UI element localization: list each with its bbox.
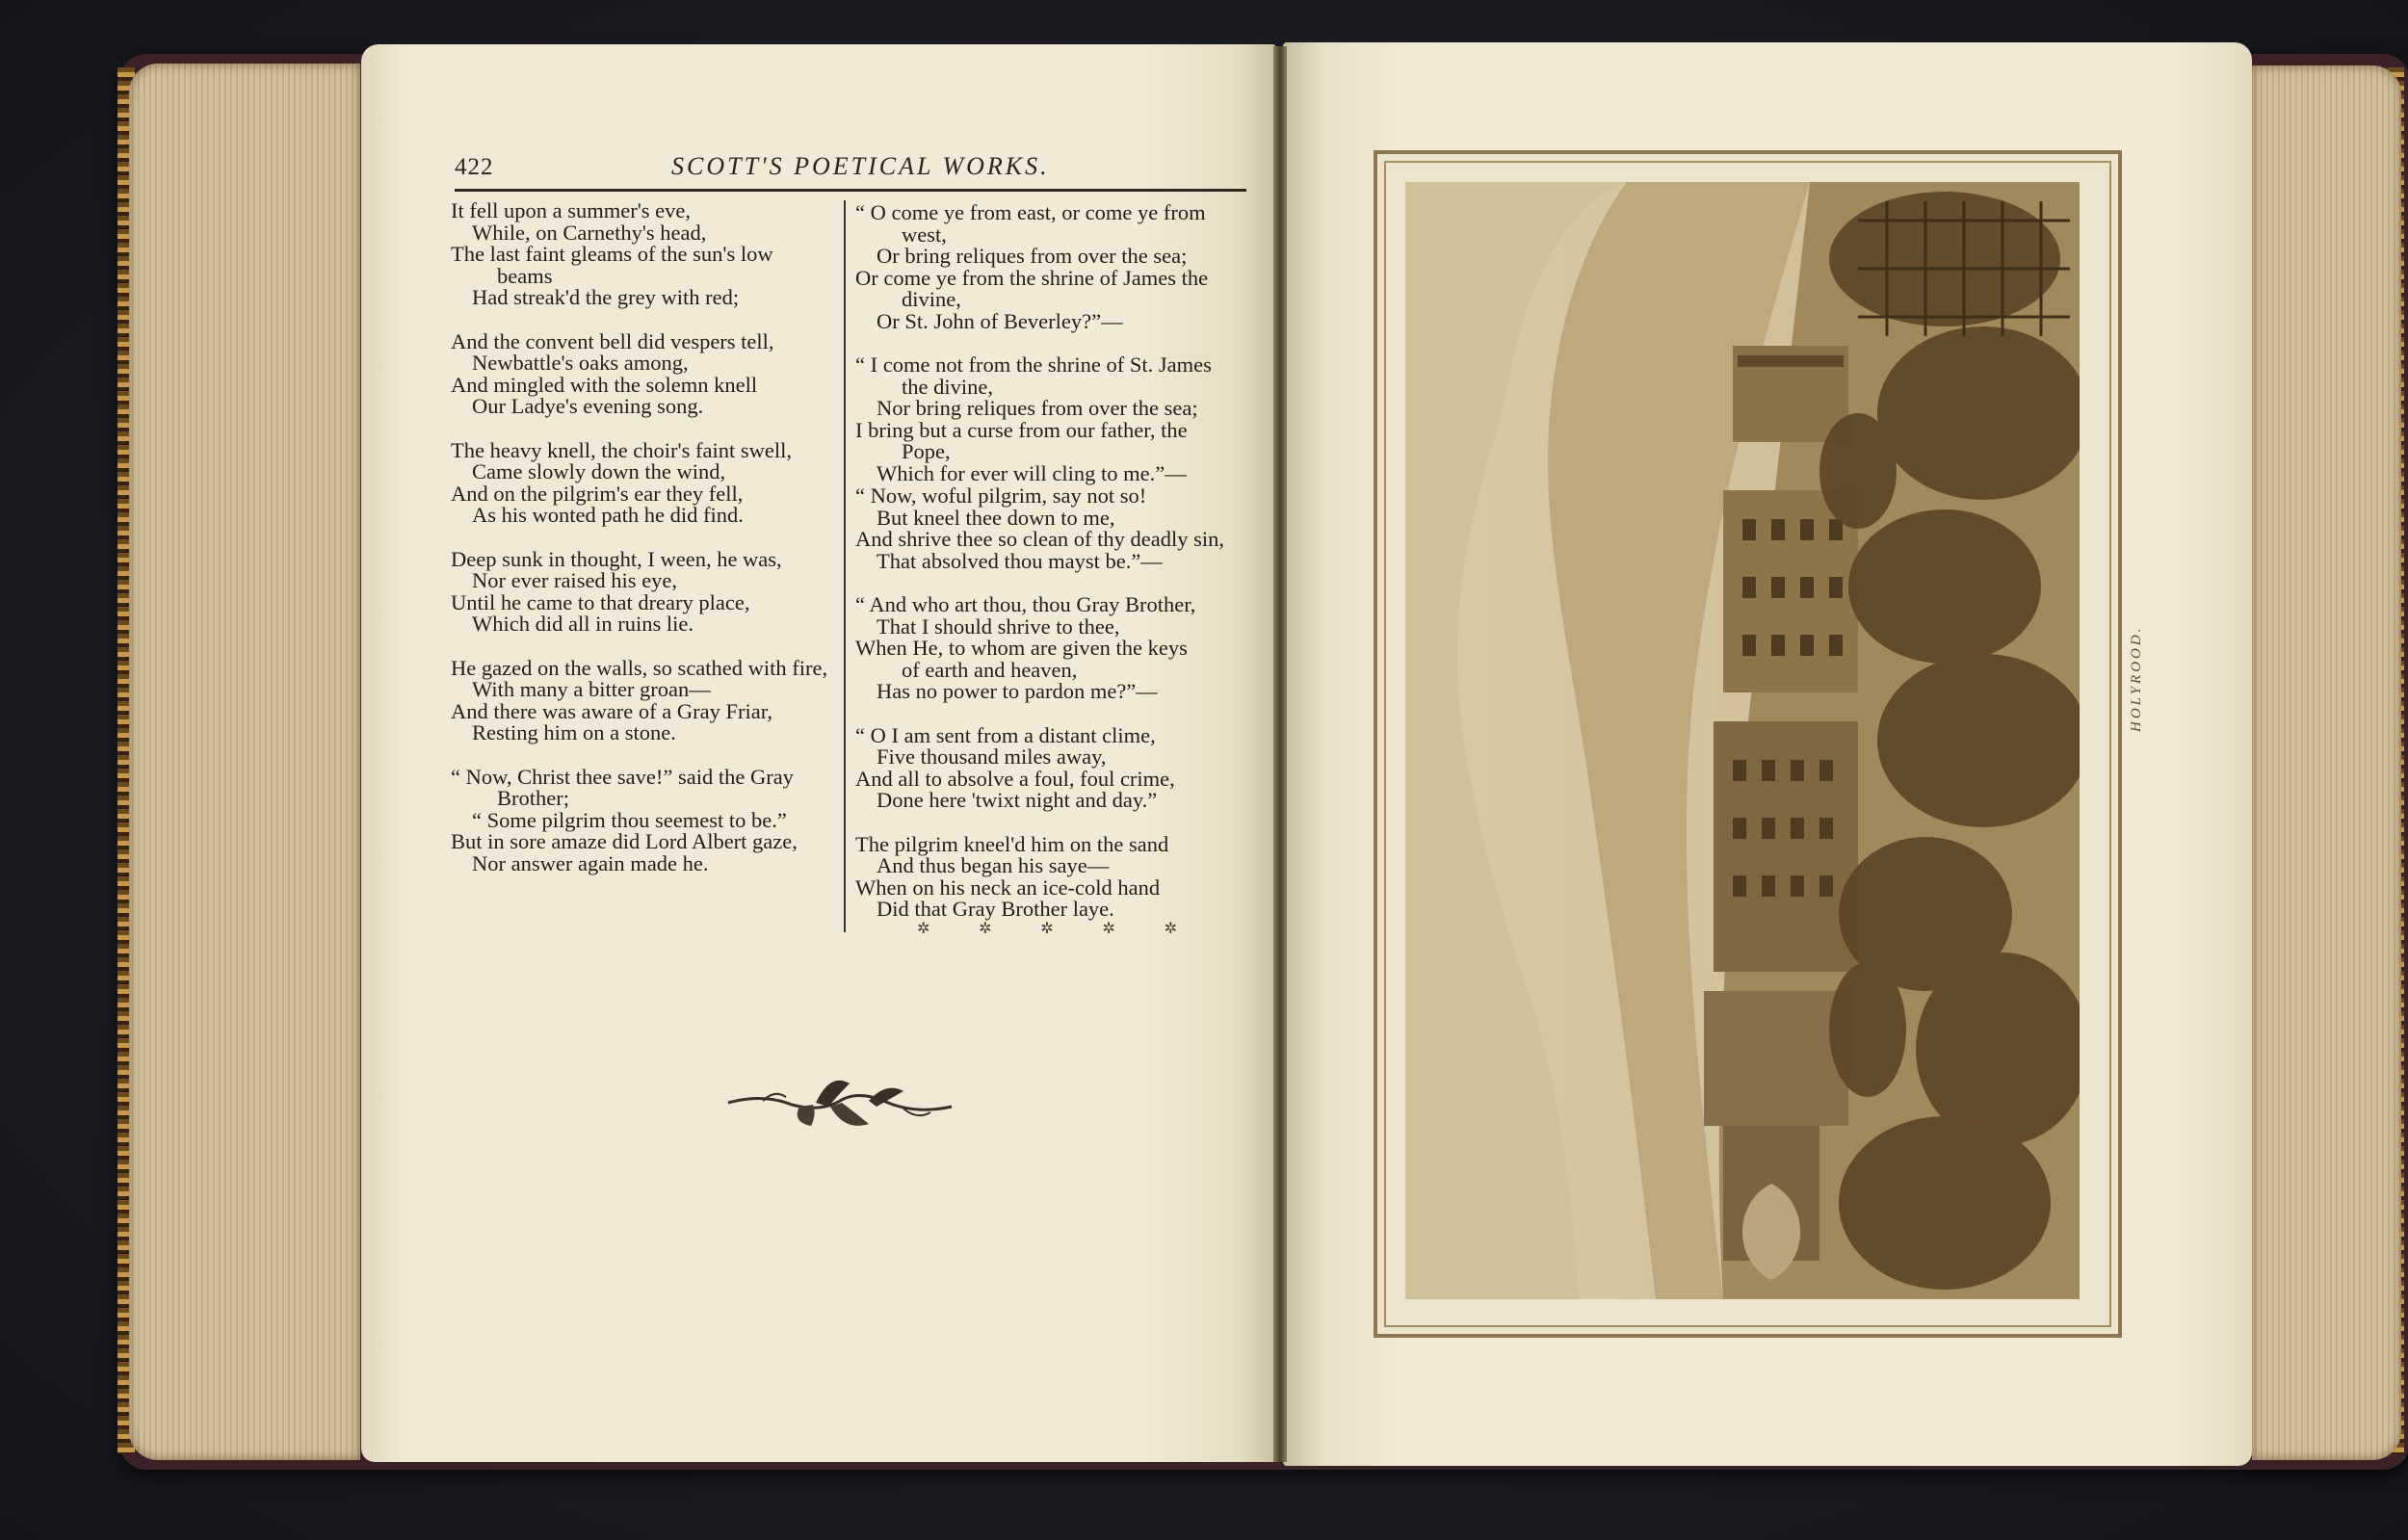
asterisk-icon: ✲ xyxy=(1102,921,1115,937)
poem-line: the divine, xyxy=(902,374,993,399)
poem-line: Nor answer again made he. xyxy=(472,850,709,875)
poem-line: And thus began his saye— xyxy=(877,853,1110,877)
poem-line: That I should shrive to thee, xyxy=(877,613,1120,639)
stanza xyxy=(855,594,1250,703)
poem-line: And mingled with the solemn knell xyxy=(451,372,758,397)
poem-line: As his wonted path he did find. xyxy=(472,503,744,527)
poem-column-right xyxy=(855,202,1250,943)
poem-line: And all to absolve a foul, foul crime, xyxy=(855,766,1175,791)
poem-line: “ I come not from the shrine of St. James xyxy=(855,352,1212,377)
poem-line: “ Now, Christ thee save!” said the Gray xyxy=(451,764,794,789)
poem-line: And the convent bell did vespers tell, xyxy=(451,328,774,353)
running-head xyxy=(455,154,1264,193)
poem-line: “ Now, woful pilgrim, say not so! xyxy=(855,483,1147,508)
poem-line: Five thousand miles away, xyxy=(877,744,1107,769)
stanza xyxy=(855,831,1250,921)
floral-tailpiece-icon xyxy=(724,1064,955,1141)
stanza xyxy=(451,328,846,418)
stanza xyxy=(855,485,1250,572)
poem-line: But in sore amaze did Lord Albert gaze, xyxy=(451,829,798,853)
stanza xyxy=(451,437,846,527)
poem-line: That absolved thou mayst be.”— xyxy=(877,548,1163,573)
poem-column-left xyxy=(451,200,846,897)
poem-line: “ And who art thou, thou Gray Brother, xyxy=(855,592,1196,616)
poem-line: It fell upon a summer's eve, xyxy=(451,198,691,222)
page-edges-left xyxy=(129,64,360,1460)
asterisk-icon: ✲ xyxy=(1164,921,1177,937)
poem-line: Done here 'twixt night and day.” xyxy=(877,788,1158,812)
poem-line: Brother; xyxy=(497,786,569,810)
holyrood-photograph xyxy=(1405,182,2080,1299)
poem-line: But kneel thee down to me, xyxy=(877,505,1115,530)
poem-line: beams xyxy=(497,263,553,288)
stanza xyxy=(451,546,846,636)
poem-line: The last faint gleams of the sun's low xyxy=(451,242,773,266)
poem-line: When He, to whom are given the keys xyxy=(855,636,1188,660)
poem-line: Or bring reliques from over the sea; xyxy=(877,244,1188,268)
poem-line: “ O I am sent from a distant clime, xyxy=(855,722,1156,747)
stanza xyxy=(451,655,846,744)
poem-line: Resting him on a stone. xyxy=(472,720,676,744)
poem-line: Nor ever raised his eye, xyxy=(472,568,678,592)
poem-line: And on the pilgrim's ear they fell, xyxy=(451,481,744,506)
poem-line: “ O come ye from east, or come ye from xyxy=(855,200,1206,224)
poem-line: And there was aware of a Gray Friar, xyxy=(451,698,772,723)
poem-line: When on his neck an ice-cold hand xyxy=(855,874,1161,900)
asterisk-icon: ✲ xyxy=(917,921,930,937)
poem-line: Our Ladye's evening song. xyxy=(472,394,704,418)
stanza xyxy=(451,200,846,309)
poem-line: Which for ever will cling to me.”— xyxy=(877,460,1187,485)
book-gutter xyxy=(1273,46,1287,1462)
poem-line: Or St. John of Beverley?”— xyxy=(877,308,1123,333)
asterisk-icon: ✲ xyxy=(979,921,992,937)
stanza xyxy=(855,202,1250,332)
poem-line: Had streak'd the grey with red; xyxy=(472,285,740,309)
page-number: 422 xyxy=(455,154,494,180)
poem-line: Until he came to that dreary place, xyxy=(451,589,750,614)
poem-line: Or come ye from the shrine of James the xyxy=(855,265,1209,290)
poem-line: Deep sunk in thought, I ween, he was, xyxy=(451,546,782,571)
asterisk-icon: ✲ xyxy=(1040,921,1054,937)
stanza xyxy=(855,722,1250,812)
poem-line: He gazed on the walls, so scathed with fire, xyxy=(451,655,828,680)
poem-line: The heavy knell, the choir's faint swell, xyxy=(451,437,792,462)
poem-line: Pope, xyxy=(902,439,951,463)
poem-line: Which did all in ruins lie. xyxy=(472,612,694,636)
poem-line: The pilgrim kneel'd him on the sand xyxy=(855,831,1169,856)
stanza xyxy=(451,764,846,875)
poem-line: Newbattle's oaks among, xyxy=(472,351,689,375)
page-edges-right xyxy=(2252,65,2401,1460)
palace-landscape-image xyxy=(1405,182,2080,1299)
plate-caption: HOLYROOD. xyxy=(2129,625,2144,732)
header-rule xyxy=(455,189,1246,192)
running-title: SCOTT'S POETICAL WORKS. xyxy=(671,152,1050,180)
poem-line: divine, xyxy=(902,287,961,311)
poem-line: I bring but a curse from our father, the xyxy=(855,417,1188,442)
poem-line: Did that Gray Brother laye. xyxy=(877,897,1114,921)
poem-line: Nor bring reliques from over the sea; xyxy=(877,396,1198,420)
stanza xyxy=(855,354,1250,484)
poem-line: While, on Carnethy's head, xyxy=(472,220,707,245)
poem-line: And shrive thee so clean of thy deadly sin, xyxy=(855,527,1225,551)
poem-line: “ Some pilgrim thou seemest to be.” xyxy=(472,807,787,832)
section-ornament-stars xyxy=(917,919,1177,938)
poem-line: Came slowly down the wind, xyxy=(472,459,726,483)
poem-line: Has no power to pardon me?”— xyxy=(877,679,1158,703)
poem-line: of earth and heaven, xyxy=(902,657,1078,682)
poem-line: With many a bitter groan— xyxy=(472,677,711,701)
poem-line: west, xyxy=(902,222,947,247)
